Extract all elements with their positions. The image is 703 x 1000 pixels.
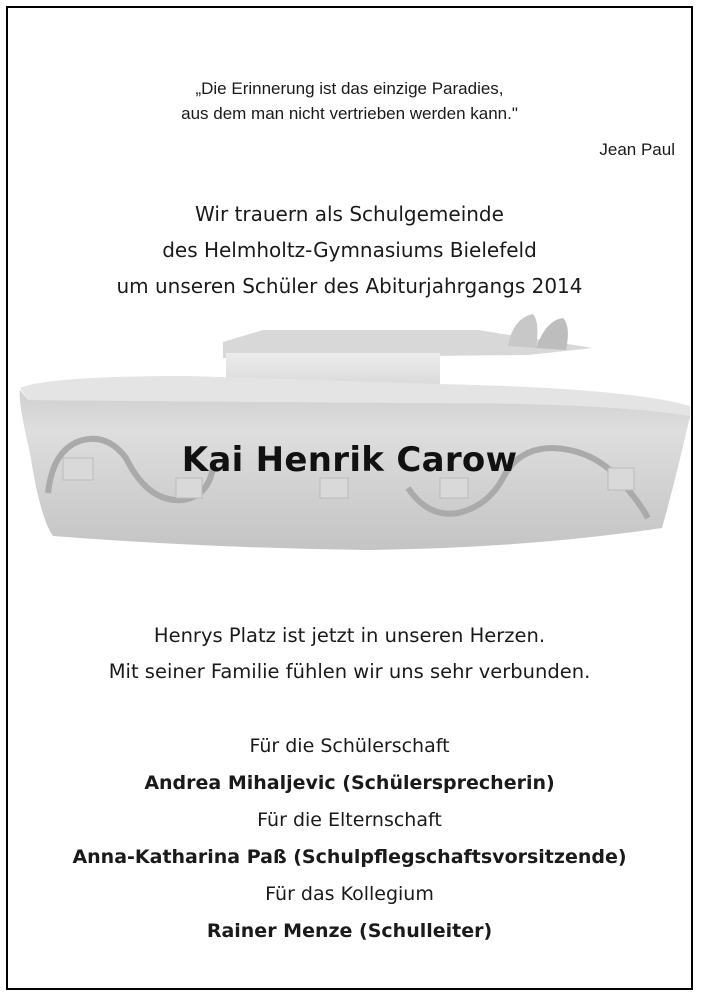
signatures: [8, 728, 691, 950]
signature-person: Rainer Menze (Schulleiter): [206, 920, 493, 942]
quote-author: Jean Paul: [599, 140, 675, 159]
message-line-1: Henrys Platz ist jetzt in unseren Herzen.: [153, 624, 546, 647]
intro-text: [8, 196, 691, 304]
signature-label: Für das Kollegium: [265, 883, 434, 905]
message-text: [8, 618, 691, 690]
quote-line-1: „Die Erinnerung ist das einzige Paradies,: [195, 79, 504, 98]
signature-person: Anna-Katharina Paß (Schulpflegschaftsvorsitzende): [72, 846, 627, 868]
signature-label: Für die Schülerschaft: [249, 735, 450, 757]
signature-label: Für die Elternschaft: [257, 809, 442, 831]
signature-person: Andrea Mihaljevic (Schülersprecherin): [144, 772, 555, 794]
intro-line-1: Wir trauern als Schulgemeinde: [195, 202, 504, 226]
message-line-2: Mit seiner Familie fühlen wir uns sehr verbunden.: [108, 660, 591, 683]
quote-line-2: aus dem man nicht vertrieben werden kann.": [181, 104, 518, 123]
intro-line-3: um unseren Schüler des Abiturjahrgangs 2014: [116, 274, 583, 298]
intro-line-2: des Helmholtz-Gymnasiums Bielefeld: [162, 238, 537, 262]
obituary-frame: [6, 6, 693, 990]
quote-text: [8, 76, 691, 126]
deceased-name: Kai Henrik Carow: [181, 440, 518, 480]
